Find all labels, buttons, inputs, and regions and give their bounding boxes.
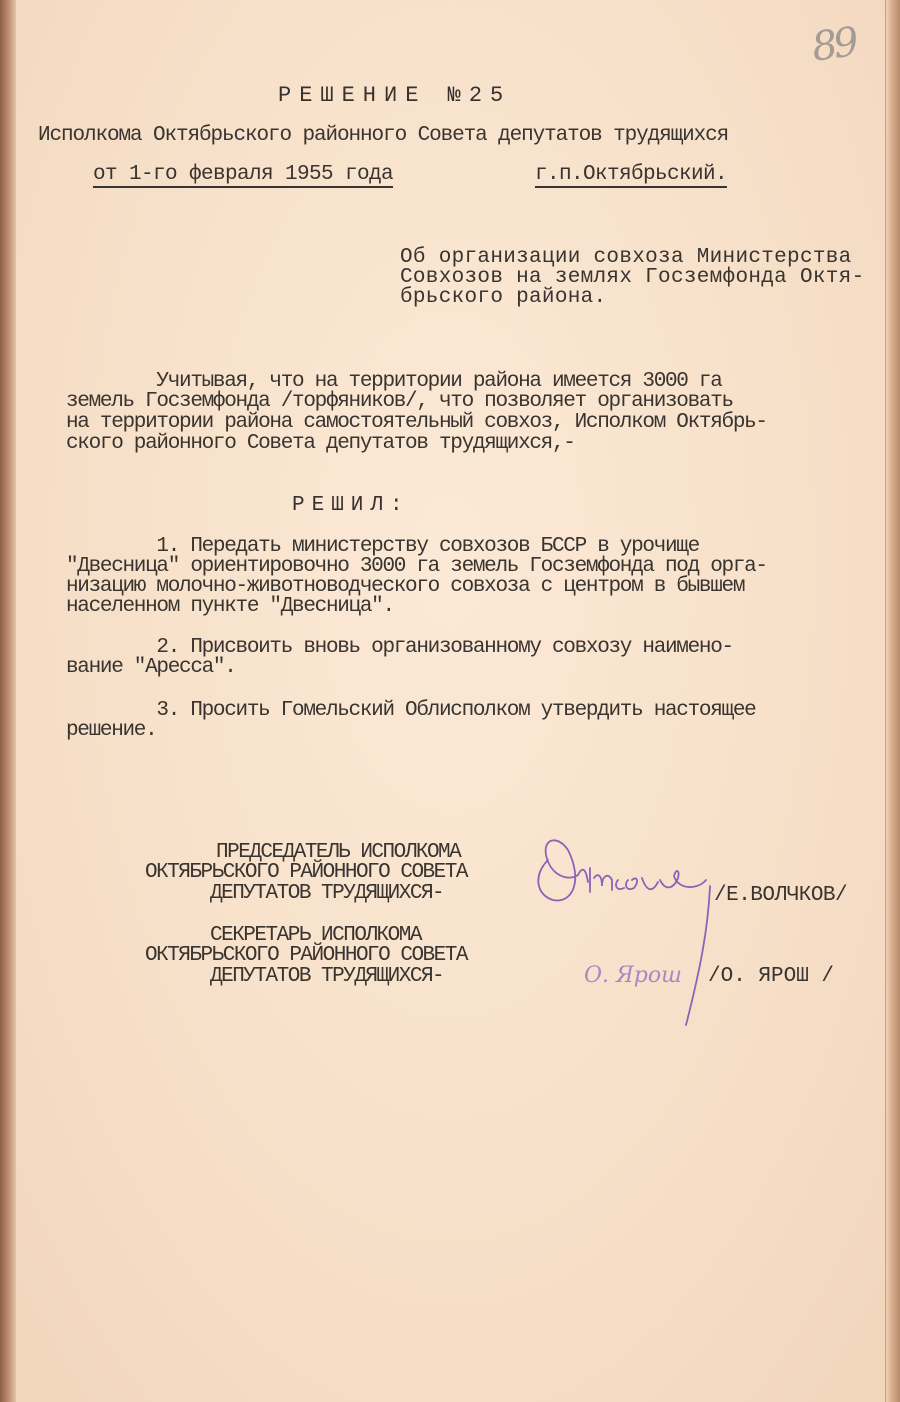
signatory-title-line: ПРЕДСЕДАТЕЛЬ ИСПОЛКОМА bbox=[216, 841, 461, 864]
item-line: 2. Присвоить вновь организованному совхозу наимено- bbox=[66, 636, 733, 659]
subject-line: Совхозов на землях Госземфонда Октя- bbox=[400, 266, 865, 289]
signatory-title-line: ДЕПУТАТОВ ТРУДЯЩИХСЯ- bbox=[210, 882, 444, 905]
item-line: 1. Передать министерству совхозов БССР в урочище bbox=[66, 535, 699, 558]
preamble-line: на территории района самостоятельный совхоз, Исполком Октябрь- bbox=[66, 411, 767, 434]
item-line: населенном пункте "Двесница". bbox=[66, 595, 394, 618]
page-edge-right bbox=[885, 0, 900, 1402]
subject-line: Об организации совхоза Министерства bbox=[400, 246, 852, 269]
issuer-line: Исполкома Октябрьского районного Совета депутатов трудящихся bbox=[38, 124, 729, 147]
signatory-title-line: ОКТЯБРЬСКОГО РАЙОННОГО СОВЕТА bbox=[145, 944, 467, 967]
preamble-line: земель Госземфонда /торфяников/, что позволяет организовать bbox=[66, 390, 733, 413]
preamble-line: Учитывая, что на территории района имеется 3000 га bbox=[66, 370, 722, 393]
item-line: вание "Аресса". bbox=[66, 656, 236, 679]
signatory-title-line: ОКТЯБРЬСКОГО РАЙОННОГО СОВЕТА bbox=[145, 861, 467, 884]
signatory-name: /Е.ВОЛЧКОВ/ bbox=[714, 884, 848, 907]
document-place: г.п.Октябрьский. bbox=[535, 163, 728, 186]
resolved-heading: РЕШИЛ: bbox=[292, 494, 410, 517]
item-line: "Двесница" ориентировочно 3000 га земель Госземфонда под орга- bbox=[66, 555, 767, 578]
item-line: 3. Просить Гомельский Облисполком утвердить настоящее bbox=[66, 699, 756, 722]
page-edge-left bbox=[0, 0, 16, 1402]
item-line: низацию молочно-животноводческого совхоза с центром в бывшем bbox=[66, 575, 745, 598]
document-date: от 1-го февраля 1955 года bbox=[93, 163, 394, 186]
signatory-title-line: ДЕПУТАТОВ ТРУДЯЩИХСЯ- bbox=[210, 965, 444, 988]
preamble-line: ского районного Совета депутатов трудящихся,- bbox=[66, 432, 575, 455]
handwritten-signature-icon bbox=[528, 820, 728, 1030]
signatory-title-line: СЕКРЕТАРЬ ИСПОЛКОМА bbox=[210, 924, 421, 947]
item-line: решение. bbox=[66, 719, 157, 742]
document-title: РЕШЕНИЕ №25 bbox=[278, 83, 512, 108]
handwritten-signature-secretary: О. Ярош bbox=[584, 963, 682, 988]
signatory-name: /О. ЯРОШ / bbox=[708, 965, 835, 988]
subject-line: брьского района. bbox=[400, 286, 607, 309]
handwritten-page-number: 89 bbox=[809, 19, 858, 71]
